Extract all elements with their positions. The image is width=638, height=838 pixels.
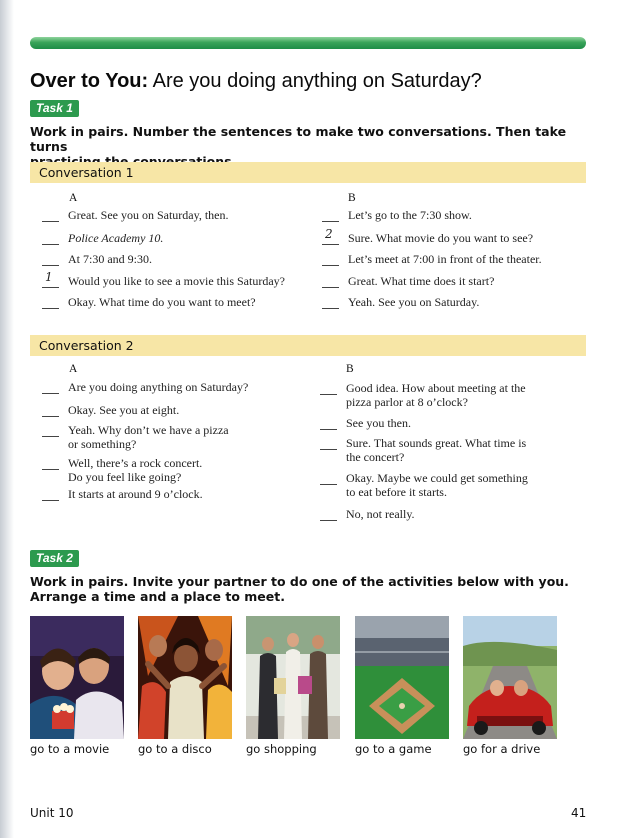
conversation1-a-item: 1 Would you like to see a movie this Saturday? xyxy=(42,274,285,288)
answer-blank[interactable] xyxy=(42,380,59,394)
page-number: 41 xyxy=(571,806,587,820)
conversation1-b-item: Let’s meet at 7:00 in front of the theater. xyxy=(322,252,542,266)
conversation1-b-item: 2 Sure. What movie do you want to see? xyxy=(322,231,533,245)
title-rest: Are you doing anything on Saturday? xyxy=(148,70,482,92)
conversation1-b-item: Yeah. See you on Saturday. xyxy=(322,295,479,309)
answer-blank[interactable] xyxy=(322,252,339,266)
activity-caption: go for a drive xyxy=(463,742,541,756)
conversation2-b-item: See you then. xyxy=(320,416,411,430)
conversation1-b-item: Great. What time does it start? xyxy=(322,274,494,288)
footer-unit: Unit 10 xyxy=(30,806,74,820)
activity-caption: go shopping xyxy=(246,742,317,756)
conversation2-a-item: It starts at around 9 o’clock. xyxy=(42,487,203,501)
conversation2-b-item: No, not really. xyxy=(320,507,415,521)
drive-photo xyxy=(463,616,557,739)
conversation1-col-b-label: B xyxy=(348,192,356,204)
page-edge-shadow xyxy=(0,0,14,838)
conversation2-a-item: Yeah. Why don’t we have a pizza or something? xyxy=(42,423,229,451)
answer-blank[interactable] xyxy=(42,252,59,266)
task2-instructions-line1: Work in pairs. Invite your partner to do one of the activities below with you. xyxy=(30,574,569,589)
conversation2-col-b-label: B xyxy=(346,363,354,375)
answer-blank[interactable] xyxy=(42,208,59,222)
task2-instructions-line2: Arrange a time and a place to meet. xyxy=(30,589,285,604)
conversation1-b-item: Let’s go to the 7:30 show. xyxy=(322,208,472,222)
conversation2-a-item: Okay. See you at eight. xyxy=(42,403,179,417)
task2-instructions xyxy=(30,574,590,604)
task1-instructions-line1: Work in pairs. Number the sentences to make two conversations. Then take turns xyxy=(30,124,567,154)
conversation2-header: Conversation 2 xyxy=(30,335,586,356)
conversation1-a-item: Okay. What time do you want to meet? xyxy=(42,295,256,309)
task2-badge: Task 2 xyxy=(30,550,79,567)
answer-blank[interactable]: 1 xyxy=(42,274,59,288)
conversation1-a-item: Great. See you on Saturday, then. xyxy=(42,208,229,222)
conversation2-a-item: Are you doing anything on Saturday? xyxy=(42,380,248,394)
answer-blank[interactable] xyxy=(42,231,59,245)
conversation1-col-a-label: A xyxy=(69,192,78,204)
answer-blank[interactable] xyxy=(42,487,59,501)
answer-blank[interactable] xyxy=(322,295,339,309)
answer-blank[interactable] xyxy=(42,423,59,437)
conversation2-col-a-label: A xyxy=(69,363,78,375)
answer-blank[interactable] xyxy=(320,436,337,450)
answer-blank[interactable] xyxy=(320,381,337,395)
title-bold: Over to You: xyxy=(30,70,149,92)
activity-caption: go to a movie xyxy=(30,742,110,756)
conversation1-a-item: Police Academy 10. xyxy=(42,231,163,245)
answer-blank[interactable] xyxy=(320,507,337,521)
page-title xyxy=(30,70,482,93)
activity-caption: go to a disco xyxy=(138,742,212,756)
conversation2-b-item: Okay. Maybe we could get something to eat before it starts. xyxy=(320,471,528,499)
top-green-bar xyxy=(30,37,586,49)
answer-blank[interactable] xyxy=(42,403,59,417)
answer-blank[interactable] xyxy=(322,208,339,222)
conversation2-b-item: Sure. That sounds great. What time is the concert? xyxy=(320,436,526,464)
answer-blank[interactable]: 2 xyxy=(322,231,339,245)
answer-blank[interactable] xyxy=(320,416,337,430)
disco-photo xyxy=(138,616,232,739)
conversation1-a-item: At 7:30 and 9:30. xyxy=(42,252,152,266)
answer-blank[interactable] xyxy=(322,274,339,288)
task1-badge: Task 1 xyxy=(30,100,79,117)
activity-caption: go to a game xyxy=(355,742,432,756)
movie-photo xyxy=(30,616,124,739)
conversation2-a-item: Well, there’s a rock concert. Do you feel like going? xyxy=(42,456,202,484)
answer-blank[interactable] xyxy=(42,295,59,309)
shopping-photo xyxy=(246,616,340,739)
conversation2-b-item: Good idea. How about meeting at the pizza parlor at 8 o’clock? xyxy=(320,381,526,409)
game-photo xyxy=(355,616,449,739)
conversation1-header: Conversation 1 xyxy=(30,162,586,183)
answer-blank[interactable] xyxy=(320,471,337,485)
answer-blank[interactable] xyxy=(42,456,59,470)
